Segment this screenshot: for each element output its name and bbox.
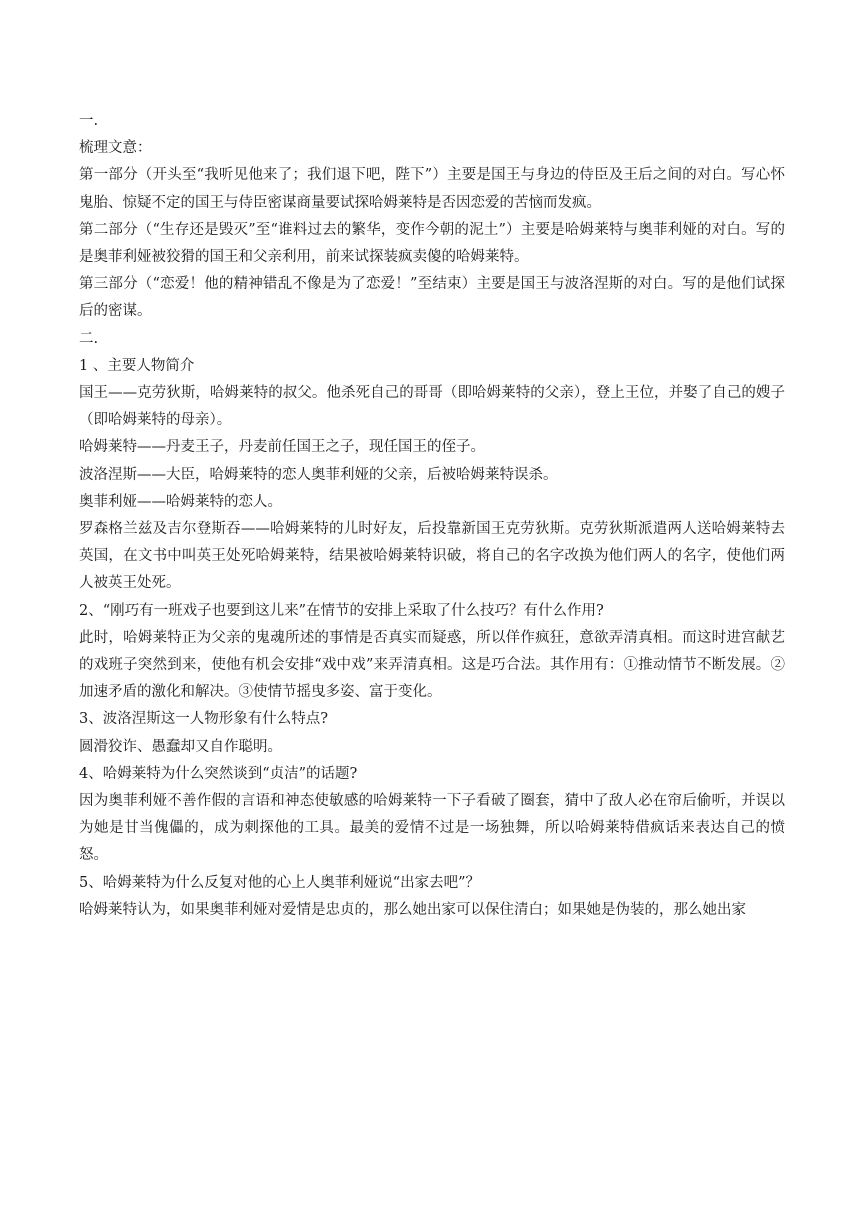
paragraph-part-two: 第二部分（“生存还是毁灭”至“谁料过去的繁华，变作今朝的泥土”）主要是哈姆莱特与奥菲利娅的对白。写的是奥菲利娅被狡猾的国王和父亲利用，前来试探装疯卖傻的哈姆莱特。	[79, 221, 785, 266]
character-hamlet: 哈姆莱特——丹麦王子，丹麦前任国王之子，现任国王的侄子。	[79, 439, 485, 456]
answer-5: 哈姆莱特认为，如果奥菲利娅对爱情是忠贞的，那么她出家可以保住清白；如果她是伪装的，那么她出家	[79, 901, 746, 918]
answer-4: 因为奥菲利娅不善作假的言语和神态使敏感的哈姆莱特一下子看破了圈套，猜中了敌人必在帘后偷听，并误以为她是甘当傀儡的，成为刺探他的工具。最美的爱情不过是一场独舞，所以哈姆莱特借疯话来表达自己的愤怒。	[79, 793, 785, 864]
character-ophelia: 奥菲利娅——哈姆莱特的恋人。	[79, 493, 282, 510]
character-king: 国王——克劳狄斯，哈姆莱特的叔父。他杀死自己的哥哥（即哈姆莱特的父亲），登上王位，并娶了自己的嫂子（即哈姆莱特的母亲）。	[79, 385, 785, 429]
section-heading-two: 二.	[79, 330, 99, 347]
question-3-heading: 3、波洛涅斯这一人物形象有什么特点?	[79, 711, 328, 728]
question-4-heading: 4、哈姆莱特为什么突然谈到“贞洁”的话题?	[79, 765, 358, 782]
character-rosencrantz-guildenstern: 罗森格兰兹及吉尔登斯吞——哈姆莱特的儿时好友，后投靠新国王克劳狄斯。克劳狄斯派遣两人送哈姆莱特去英国，在文书中叫英王处死哈姆莱特，结果被哈姆莱特识破，将自己的名字改换为他们两人的名字，使他们两人被英王处死。	[79, 521, 785, 592]
character-polonius: 波洛涅斯——大臣，哈姆莱特的恋人奥菲利娅的父亲，后被哈姆莱特误杀。	[79, 466, 558, 483]
question-2-heading: 2、“刚巧有一班戏子也要到这儿来”在情节的安排上采取了什么技巧？有什么作用?	[79, 602, 604, 619]
question-1-heading: 1 、主要人物简介	[79, 357, 195, 374]
document-body	[79, 108, 785, 924]
answer-3: 圆滑狡诈、愚蠢却又自作聪明。	[79, 738, 282, 755]
section-heading-one: 一.	[79, 113, 99, 129]
paragraph-part-three: 第三部分（“恋爱！他的精神错乱不像是为了恋爱！”至结束）主要是国王与波洛涅斯的对白。写的是他们试探后的密谋。	[79, 276, 785, 320]
subheading-outline: 梳理文意：	[79, 140, 152, 157]
answer-2: 此时，哈姆莱特正为父亲的鬼魂所述的事情是否真实而疑惑，所以佯作疯狂，意欲弄清真相。而这时进宫献艺的戏班子突然到来，使他有机会安排“戏中戏”来弄清真相。这是巧合法。其作用有：①推动情节不断发展。②加速矛盾的激化和解决。③使情节摇曳多姿、富于变化。	[79, 629, 785, 701]
paragraph-part-one: 第一部分（开头至“我听见他来了；我们退下吧，陛下”）主要是国王与身边的侍臣及王后之间的对白。写心怀鬼胎、惊疑不定的国王与侍臣密谋商量要试探哈姆莱特是否因恋爱的苦恼而发疯。	[79, 167, 785, 211]
question-5-heading: 5、哈姆莱特为什么反复对他的心上人奥菲利娅说“出家去吧”？	[79, 874, 481, 891]
